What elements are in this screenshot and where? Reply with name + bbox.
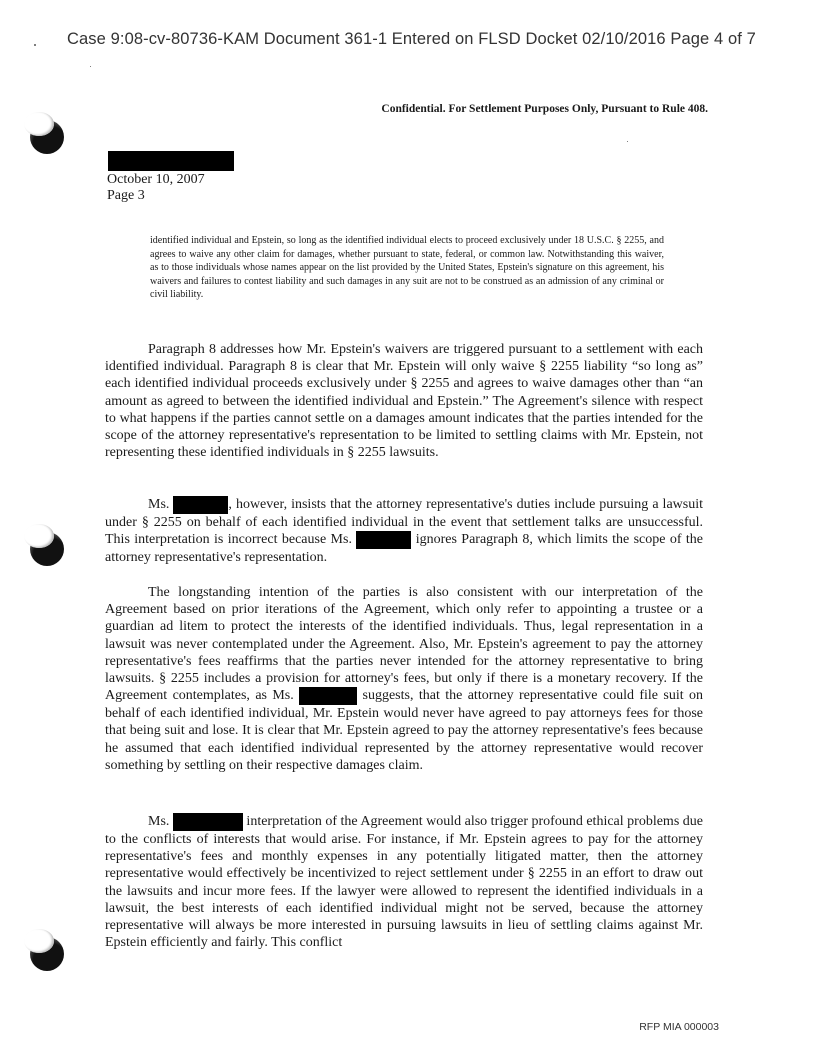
scan-speck [90, 66, 91, 67]
hole-punch-mark [30, 532, 64, 566]
redaction-bar [356, 531, 411, 549]
hole-punch-mark [30, 120, 64, 154]
case-header: Case 9:08-cv-80736-KAM Document 361-1 Entered on FLSD Docket 02/10/2016 Page 4 of 7 [67, 30, 756, 48]
quoted-agreement-text: identified individual and Epstein, so long as the identified individual elects to proceed exclusively under 18 U.S.C. § 2255, and agrees to waive any other claim for damages, whether pursuant to state, federal, or common law. Notwithstanding this waiver, as to those individuals whose names appear on the list provided by the United States, Epstein's signature on this agreement, his waivers and failures to contest liability and such damages in any suit are not to be construed as an admission of any criminal or civil liability. [150, 235, 664, 300]
letter-heading [107, 151, 234, 204]
scan-speck [34, 44, 36, 46]
scan-speck [627, 141, 628, 142]
bates-number: RFP MIA 000003 [639, 1021, 719, 1033]
text-span: Ms. [148, 814, 173, 830]
redaction-bar [173, 496, 228, 514]
text-span: , however, insists that the attorney representative's duties include pursuing a lawsuit under § 2255 on behalf of each identified individual in the event that settlement talks are unsuccessful. This interpretation is incorrect because Ms. [105, 497, 703, 548]
paragraph-2 [105, 496, 703, 566]
paragraph-4 [105, 813, 703, 951]
confidential-notice: Confidential. For Settlement Purposes Only, Pursuant to Rule 408. [381, 103, 708, 115]
text-span: The longstanding intention of the parties is also consistent with our interpretation of the Agreement based on prior iterations of the Agreement, which only refer to appointing a trustee or a guardian ad litem to protect the interests of the identified individuals. Thus, legal representation in a lawsuit was never contemplated under the Agreement. Also, Mr. Epstein's agreement to pay the attorney representative's fees reaffirms that the parties never intended for the attorney representative to bring lawsuits. § 2255 includes a provision for attorney's fees, but only if there is a monetary recovery. If the Agreement contemplates, as Ms. [105, 585, 703, 704]
hole-punch-mark [30, 937, 64, 971]
letter-page-number: Page 3 [107, 188, 145, 203]
paragraph-3 [105, 584, 703, 774]
redaction-bar [299, 687, 357, 705]
text-span: suggests, that the attorney representative could file suit on behalf of each identified individual, Mr. Epstein would never have agreed to pay attorneys fees for those that being suit and lose. It is clear that Mr. Epstein agreed to pay the attorney representative's fees because he assumed that each identified individual represented by the attorney representative would recover something by settling on their respective damages claim. [105, 688, 703, 773]
text-span: interpretation of the Agreement would also trigger profound ethical problems due to the conflicts of interests that would arise. For instance, if Mr. Epstein agrees to pay for the attorney representative's fees and monthly expenses in any potentially litigated matter, then the attorney representative would effectively be incentivized to reject settlement under § 2255 in an effort to draw out the lawsuits and incur more fees. If the lawyer were allowed to represent the identified individuals in a lawsuit, the best interests of each identified individual might not be served, because the attorney representative will always be more interested in pursuing lawsuits in lieu of settling claims against Mr. Epstein efficiently and fairly. This conflict [105, 814, 704, 951]
letter-date: October 10, 2007 [107, 172, 205, 187]
text-span: Ms. [148, 497, 174, 513]
redaction-bar [173, 813, 243, 831]
redaction-bar [108, 151, 234, 171]
paragraph-1: Paragraph 8 addresses how Mr. Epstein's waivers are triggered pursuant to a settlement with each identified individual. Paragraph 8 is clear that Mr. Epstein will only waive § 2255 liability “so long as” each identified individual proceeds exclusively under § 2255 and agrees to waive damages other than “an amount as agreed to between the identified individual and Epstein.” The Agreement's silence with respect to what happens if the parties cannot settle on a damages amount indicates that the parties intended for the scope of the attorney representative's representation to be limited to settling claims with Mr. Epstein, not representing these identified individuals in § 2255 lawsuits. [105, 342, 703, 461]
text-span: ignores Paragraph 8, which limits the scope of the attorney representative's representation. [105, 532, 703, 566]
